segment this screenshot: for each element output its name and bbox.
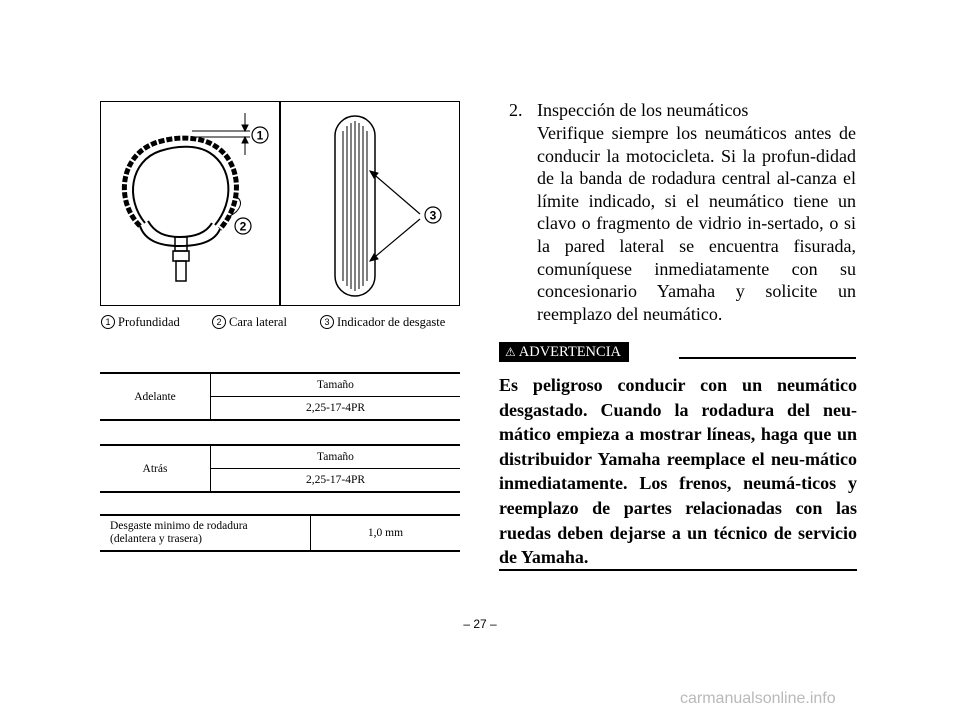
section-title: Inspección de los neumáticos xyxy=(537,100,749,120)
legend-num-3: 3 xyxy=(320,315,334,329)
front-size-value: 2,25-17-4PR xyxy=(211,397,461,421)
section-body: Verifique siempre los neumáticos antes de conducir la motocicleta. Si la profun-didad de la banda de rodadura central al-canza el límite indicado, si el neumático tiene un clavo o fragmento de vidrio in-sertado, o si la pared lateral se encuentra fisurada, comuníquese inmediatamente con su concesionario Yamaha y solicite un reemplazo del neumático. xyxy=(537,123,856,324)
callout-3 xyxy=(425,207,441,223)
min-tread-depth-table xyxy=(100,514,460,552)
legend-num-2: 2 xyxy=(212,315,226,329)
rear-tire-table xyxy=(100,444,460,493)
min-depth-label-line2: (delantera y trasera) xyxy=(110,533,202,545)
front-position: Adelante xyxy=(100,373,211,420)
tire-diagram xyxy=(100,101,460,306)
rear-size-value: 2,25-17-4PR xyxy=(211,469,461,493)
warning-badge xyxy=(499,342,629,362)
warning-rule xyxy=(679,357,856,359)
legend-label-3: Indicador de desgaste xyxy=(337,315,446,329)
callout-3-label: 3 xyxy=(429,208,437,223)
tire-tread-view xyxy=(335,116,420,296)
warning-triangle-icon: ⚠ xyxy=(505,345,516,359)
page-number: – 27 – xyxy=(463,617,497,631)
callout-1-label: 1 xyxy=(256,128,264,143)
tire-cross-section xyxy=(124,138,240,281)
callout-2-label: 2 xyxy=(239,219,247,234)
rear-position: Atrás xyxy=(100,445,211,492)
callout-1 xyxy=(252,127,268,143)
warning-text: Es peligroso conducir con un neumático desgastado. Cuando la rodadura del neu-mático empieza a mostrar líneas, haga que un distribuidor Yamaha reemplace el neu-mático inmediatamente. Los frenos, neumá-ticos y reemplazo de partes relacionadas con las ruedas deben dejarse a un técnico de servicio de Yamaha. xyxy=(499,375,857,568)
section-number: 2. xyxy=(509,100,523,120)
warning-label: ADVERTENCIA xyxy=(518,344,621,360)
section-heading xyxy=(509,99,748,121)
front-size-header: Tamaño xyxy=(211,373,461,397)
legend-item-sidewall xyxy=(212,314,287,330)
callout-2 xyxy=(235,218,251,234)
legend-label-2: Cara lateral xyxy=(229,315,287,329)
rear-size-header: Tamaño xyxy=(211,445,461,469)
warning-end-rule xyxy=(499,569,857,571)
front-tire-table xyxy=(100,372,460,421)
legend-item-depth xyxy=(101,314,180,330)
legend-num-1: 1 xyxy=(101,315,115,329)
watermark: carmanualsonline.info xyxy=(680,690,836,707)
legend-label-1: Profundidad xyxy=(118,315,180,329)
legend-item-wear-indicator xyxy=(320,314,445,330)
min-depth-label-line1: Desgaste minimo de rodadura xyxy=(110,520,248,532)
min-depth-label xyxy=(100,515,311,551)
min-depth-value: 1,0 mm xyxy=(311,515,461,551)
